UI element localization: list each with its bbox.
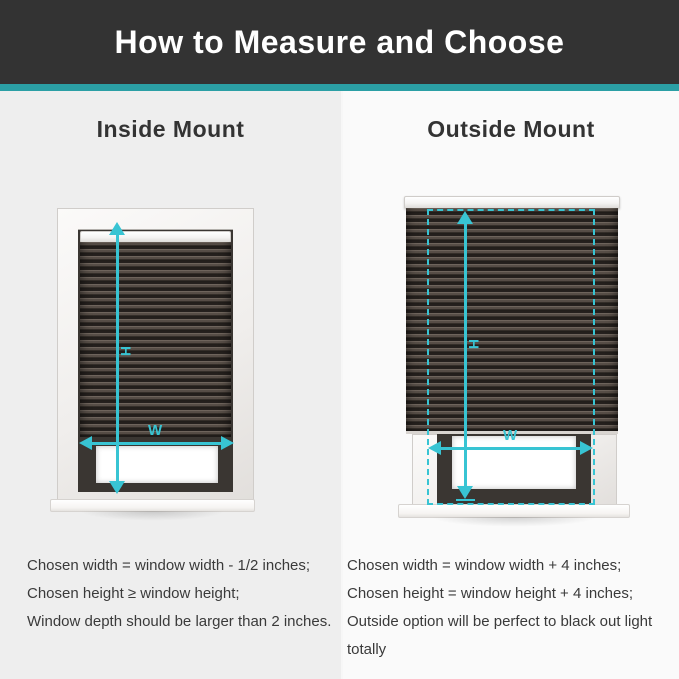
inside-width-label: W <box>148 422 163 439</box>
page-title: How to Measure and Choose <box>114 23 565 60</box>
inside-window-glass <box>96 446 218 483</box>
inside-note-width: Chosen width = window width - 1/2 inches; <box>27 557 311 574</box>
inside-window-sill-shadow <box>56 511 249 524</box>
inside-width-arrowhead-right-icon <box>221 436 234 450</box>
inside-mount-notes <box>27 552 331 636</box>
inside-height-arrow <box>116 233 119 483</box>
header-bar <box>0 0 679 84</box>
outside-mount-notes <box>347 552 679 664</box>
outside-width-arrowhead-right-icon <box>580 441 593 455</box>
outside-note-height: Chosen height = window height + 4 inches; <box>347 585 634 602</box>
outside-width-arrow <box>440 447 581 450</box>
inside-mount-heading: Inside Mount <box>96 116 245 142</box>
outside-measure-outline <box>427 209 595 505</box>
outside-mount-heading: Outside Mount <box>427 116 595 142</box>
outside-note-blackout: Outside option will be perfect to black out light totally <box>347 613 653 658</box>
outside-note-width: Chosen width = window width + 4 inches; <box>347 557 622 574</box>
outside-window-sill-shadow <box>404 517 624 530</box>
inside-note-depth: Window depth should be larger than 2 inches. <box>27 613 332 630</box>
inside-blind-shade <box>80 242 231 437</box>
outside-height-arrowhead-bottom-icon <box>457 486 473 499</box>
outside-height-arrow-endtick <box>456 499 475 501</box>
accent-line <box>0 84 679 91</box>
inside-note-height: Chosen height ≥ window height; <box>27 585 240 602</box>
outside-width-label: W <box>503 427 518 444</box>
inside-width-arrow <box>91 442 222 445</box>
outside-height-label: H <box>466 338 483 350</box>
outside-window-sill <box>398 504 630 518</box>
inside-height-label: H <box>118 345 135 357</box>
inside-height-arrowhead-bottom-icon <box>109 481 125 494</box>
